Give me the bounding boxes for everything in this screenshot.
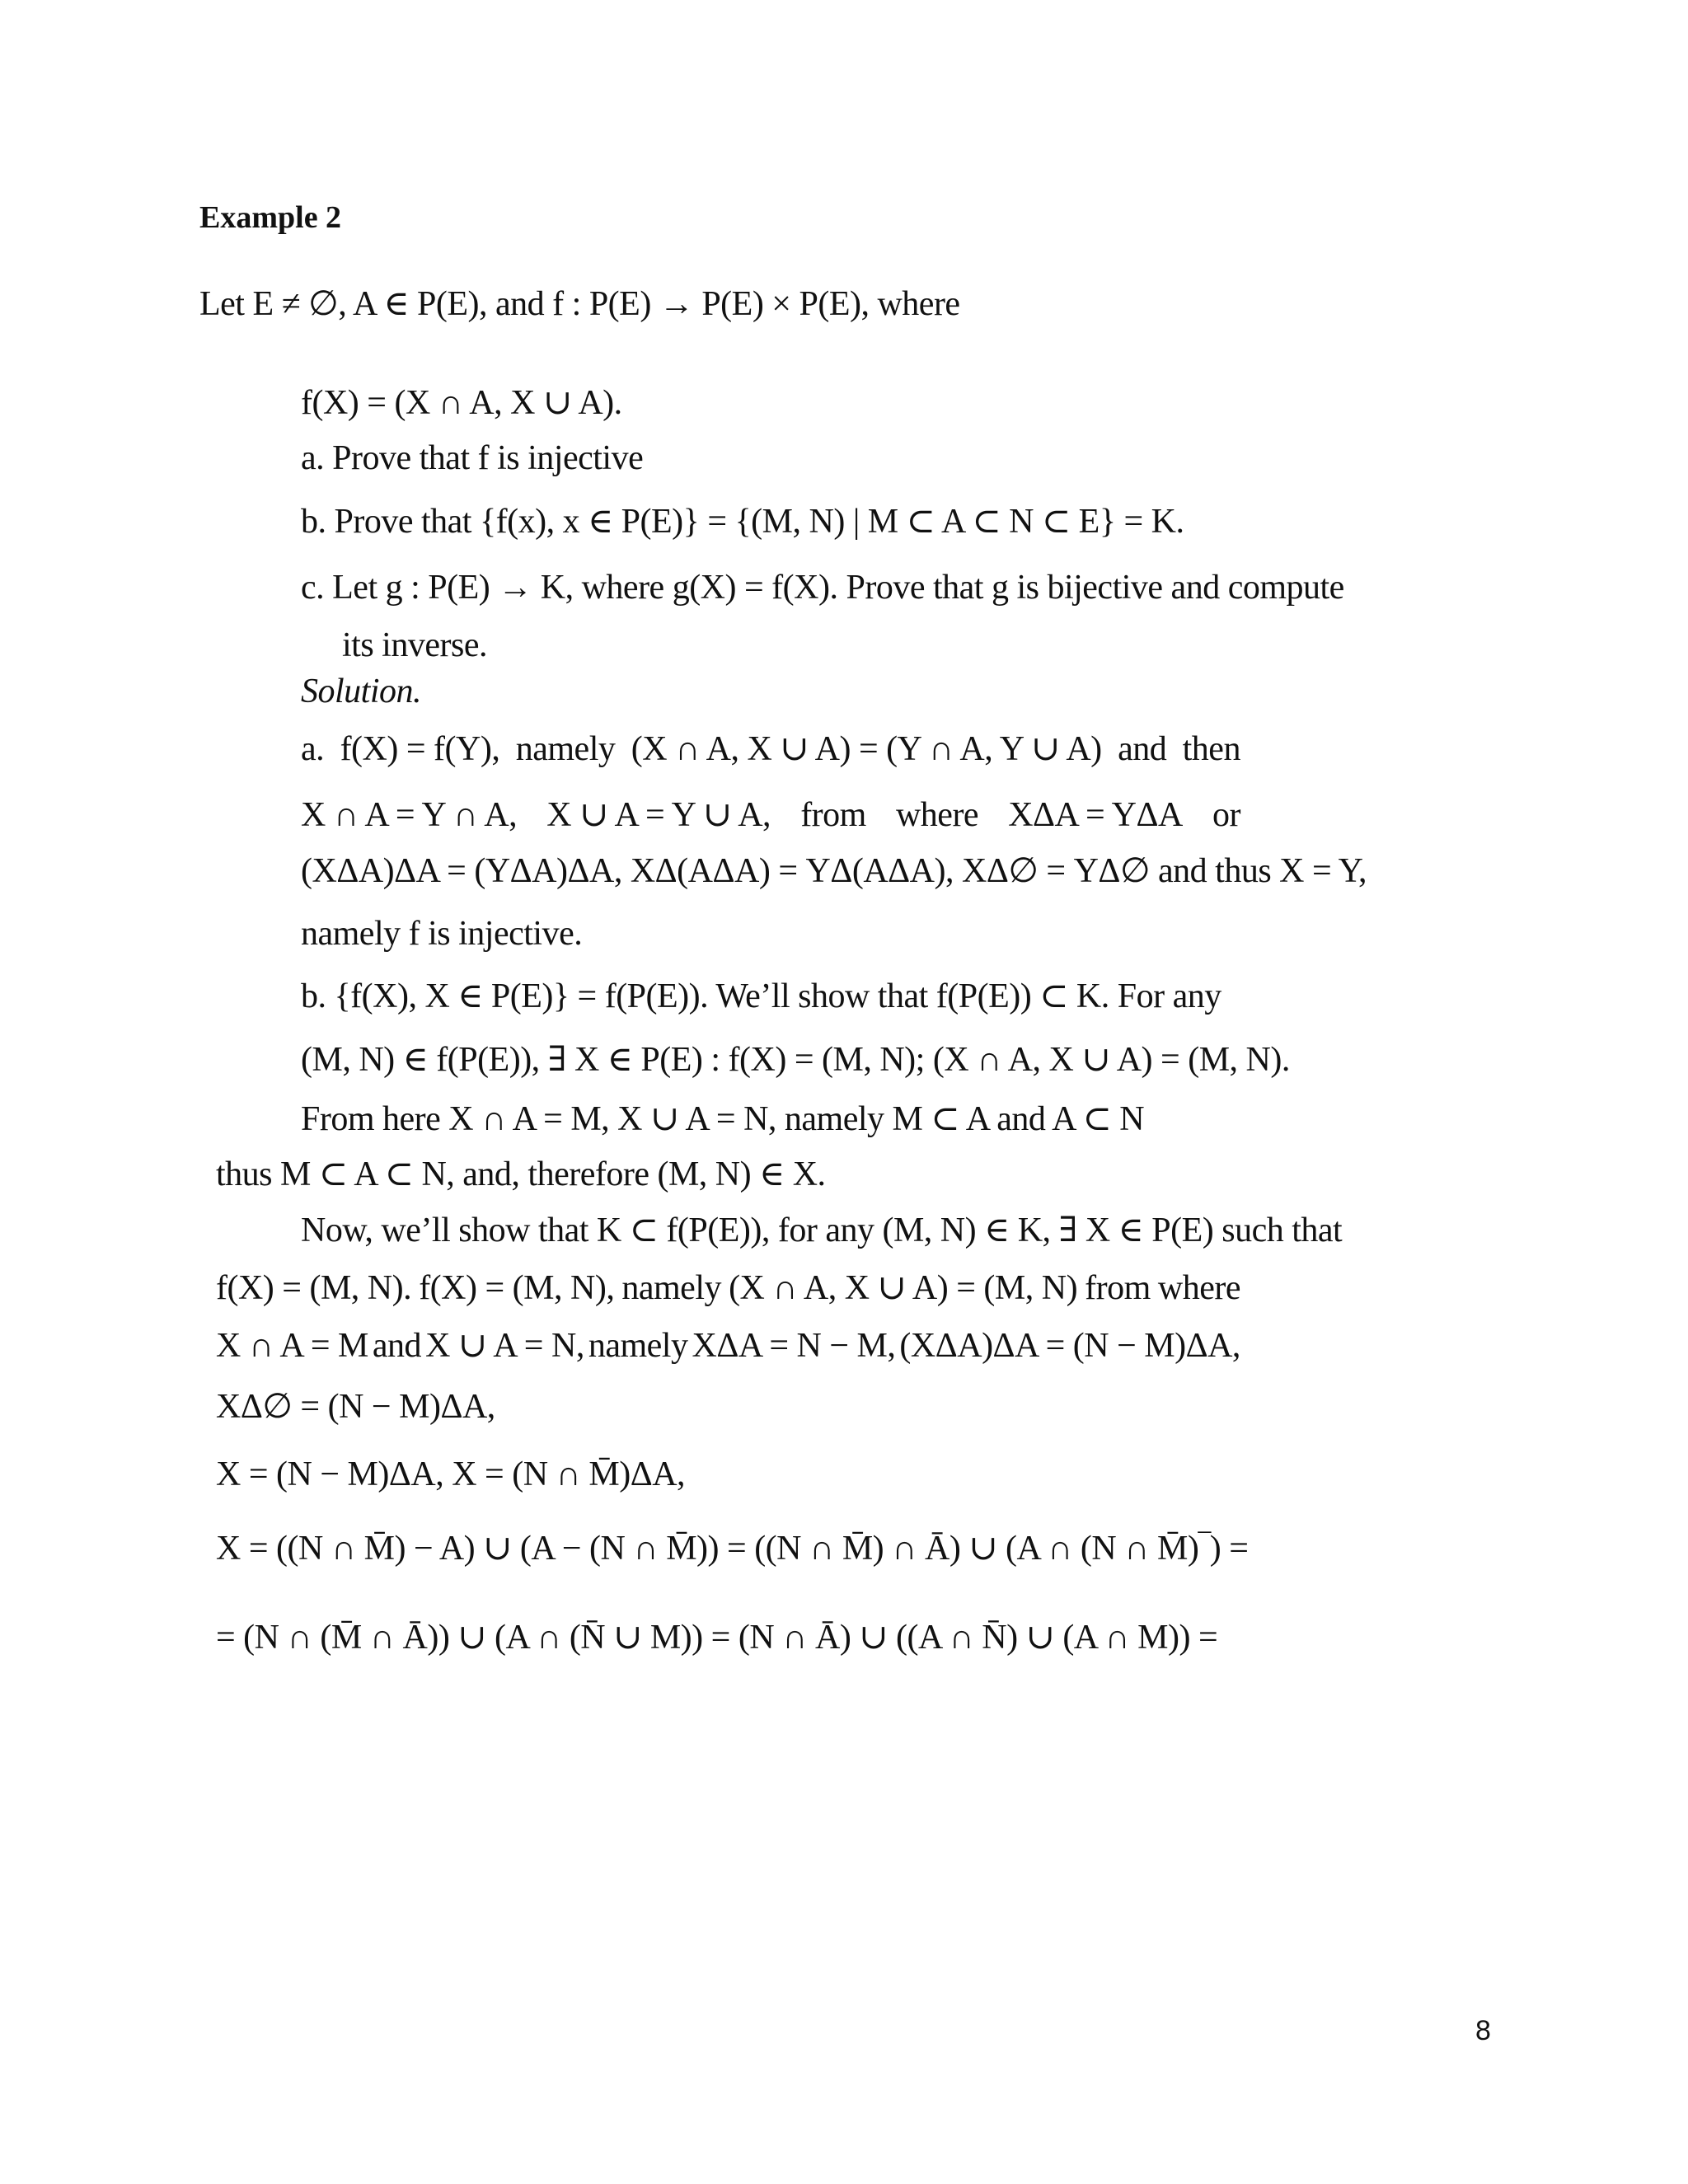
solution-a-line3: (XΔA)ΔA = (YΔA)ΔA, XΔ(AΔA) = YΔ(AΔA), XΔ∅ = YΔ∅ and thus X = Y,: [301, 852, 1367, 890]
solution-a-token: and: [1118, 730, 1167, 768]
solution-b-token: where: [1157, 1269, 1240, 1307]
solution-a-line1: [301, 732, 1240, 766]
solution-b-line5: Now, we’ll show that K ⊂ f(P(E)), for any (M, N) ∈ K, ∃ X ∈ P(E) such that: [301, 1212, 1343, 1249]
solution-b-token: XΔA = N − M,: [692, 1327, 896, 1365]
solution-b-line2: (M, N) ∈ f(P(E)), ∃ X ∈ P(E) : f(X) = (M, N); (X ∩ A, X ∪ A) = (M, N).: [301, 1041, 1290, 1079]
solution-a-token: then: [1182, 730, 1240, 768]
solution-b-line3: From here X ∩ A = M, X ∪ A = N, namely M ⊂ A and A ⊂ N: [301, 1100, 1145, 1138]
solution-a-token: or: [1212, 796, 1240, 834]
solution-b-token: and: [372, 1327, 422, 1365]
solution-b-token: from: [1085, 1269, 1151, 1307]
solution-b-line4: thus M ⊂ A ⊂ N, and, therefore (M, N) ∈ X.: [216, 1155, 826, 1193]
solution-a-token: X ∪ A = Y ∪ A,: [546, 796, 771, 834]
intro-line: Let E ≠ ∅, A ∈ P(E), and f : P(E) → P(E) × P(E), where: [199, 285, 960, 323]
task-c-line1: c. Let g : P(E) → K, where g(X) = f(X). Prove that g is bijective and compute: [301, 569, 1344, 607]
solution-b-line11: = (N ∩ (M̄ ∩ Ā)) ∪ (A ∩ (N̄ ∪ M)) = (N ∩ Ā) ∪ ((A ∩ N̄) ∪ (A ∩ M)) =: [216, 1619, 1218, 1657]
task-b: b. Prove that {f(x), x ∈ P(E)} = {(M, N) | M ⊂ A ⊂ N ⊂ E} = K.: [301, 503, 1184, 541]
solution-b-token: namely: [588, 1327, 688, 1365]
solution-a-token: where: [895, 796, 979, 834]
solution-a-token: X ∩ A = Y ∩ A,: [301, 796, 518, 834]
solution-a-token: namely: [515, 730, 616, 768]
solution-b-token: f(X) = (M, N).: [216, 1269, 412, 1307]
solution-b-token: (X ∩ A, X ∪ A) = (M, N): [729, 1269, 1078, 1307]
solution-a-token: (X ∩ A, X ∪ A) = (Y ∩ A, Y ∪ A): [631, 730, 1102, 768]
solution-b-token: namely: [621, 1269, 721, 1307]
solution-b-line10: X = ((N ∩ M̄) − A) ∪ (A − (N ∩ M̄)) = ((N ∩ M̄) ∩ Ā) ∪ (A ∩ (N ∩ M̄)‾) =: [216, 1530, 1249, 1568]
solution-b-line1: b. {f(X), X ∈ P(E)} = f(P(E)). We’ll show that f(P(E)) ⊂ K. For any: [301, 977, 1221, 1015]
solution-a-line4: namely f is injective.: [301, 915, 583, 953]
solution-b-token: f(X) = (M, N),: [419, 1269, 615, 1307]
solution-b-line6: [216, 1271, 1240, 1305]
solution-a-token: from: [800, 796, 866, 834]
solution-a-token: XΔA = YΔA: [1008, 796, 1183, 834]
solution-a-line2: [301, 798, 1240, 832]
solution-b-token: (XΔA)ΔA = (N − M)ΔA,: [899, 1327, 1240, 1365]
task-a: a. Prove that f is injective: [301, 439, 644, 477]
task-c-line2: its inverse.: [342, 626, 487, 664]
example-heading: Example 2: [199, 200, 342, 235]
solution-b-token: X ∩ A = M: [216, 1327, 368, 1365]
solution-a-token: f(X) = f(Y),: [340, 730, 500, 768]
solution-label: Solution.: [301, 673, 422, 710]
solution-b-line7: [216, 1329, 1240, 1363]
solution-b-token: X ∪ A = N,: [425, 1327, 584, 1365]
function-definition: f(X) = (X ∩ A, X ∪ A).: [301, 384, 622, 422]
solution-a-token: a.: [301, 730, 325, 768]
solution-b-line8: XΔ∅ = (N − M)ΔA,: [216, 1388, 495, 1426]
page-number: 8: [1475, 2015, 1491, 2046]
solution-b-line9: X = (N − M)ΔA, X = (N ∩ M̄)ΔA,: [216, 1455, 686, 1493]
